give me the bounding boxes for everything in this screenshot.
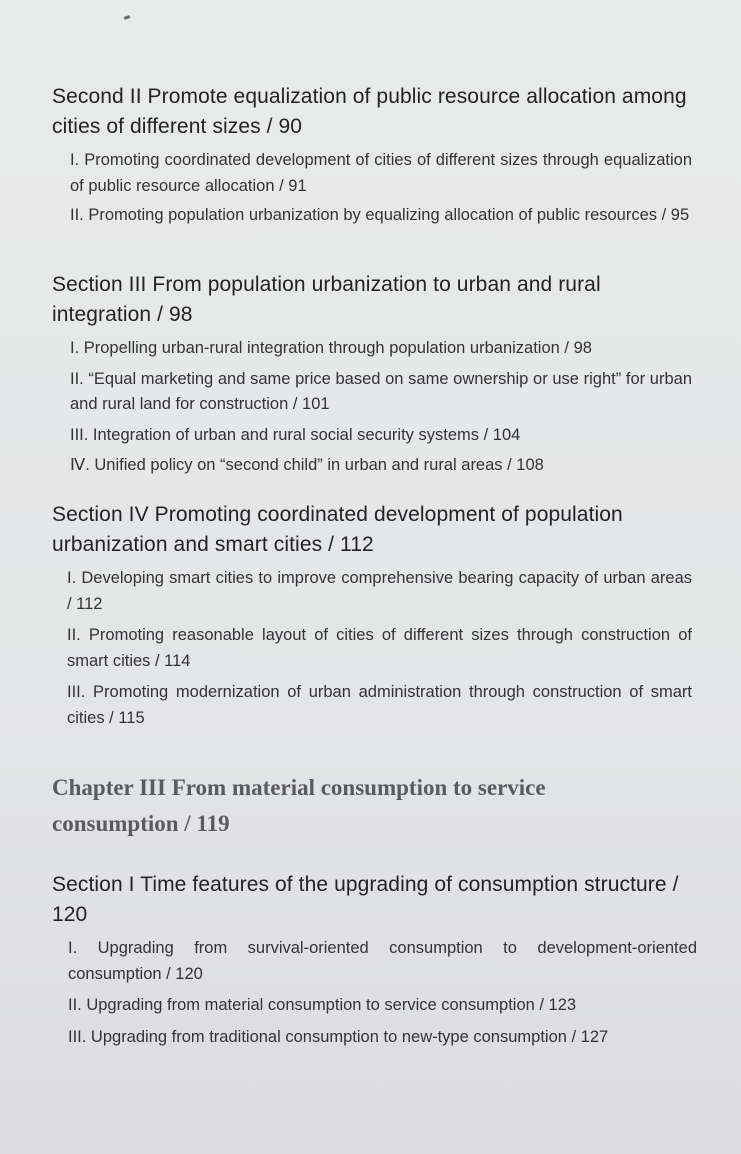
- toc-item: Ⅳ. Unified policy on “second child” in urban and rural areas / 108: [70, 456, 544, 474]
- toc-item: I. Promoting coordinated development of cities of different sizes through equalization of public resource allocation / 91: [70, 151, 692, 195]
- chapter-title: Chapter III From material consumption to service consumption / 119: [52, 775, 546, 836]
- toc-item: III. Upgrading from traditional consumption to new-type consumption / 127: [68, 1027, 609, 1046]
- toc-item: III. Integration of urban and rural social security systems / 104: [70, 425, 521, 444]
- page-speck: [124, 15, 131, 20]
- section-title: Section I Time features of the upgrading of consumption structure / 120: [52, 873, 679, 926]
- section-title: Section IV Promoting coordinated development of population urbanization and smart cities / 112: [52, 503, 623, 556]
- toc-item: II. Upgrading from material consumption to service consumption / 123: [68, 996, 577, 1014]
- toc-item: I. Developing smart cities to improve comprehensive bearing capacity of urban areas / 112: [67, 569, 692, 613]
- toc-section-1: [52, 870, 697, 1050]
- toc-item: II. “Equal marketing and same price based on same ownership or use right” for urban and rural land for construction / 101: [70, 369, 692, 413]
- toc-section-3: [52, 270, 692, 479]
- section-title: Section III From population urbanization to urban and rural integration / 98: [52, 273, 601, 326]
- toc-item: I. Upgrading from survival-oriented consumption to development-oriented consumption / 120: [68, 939, 697, 983]
- toc-item: II. Promoting reasonable layout of cities of different sizes through construction of smart cities / 114: [67, 626, 692, 670]
- toc-chapter-3: [52, 770, 652, 842]
- toc-section-2: [52, 82, 692, 229]
- toc-item: II. Promoting population urbanization by equalizing allocation of public resources / 95: [70, 206, 690, 224]
- toc-item: I. Propelling urban-rural integration through population urbanization / 98: [70, 339, 592, 357]
- toc-section-4: [52, 500, 692, 731]
- section-title: Second II Promote equalization of public resource allocation among cities of different sizes / 90: [52, 85, 687, 138]
- toc-item: III. Promoting modernization of urban administration through construction of smart cities / 115: [67, 683, 692, 727]
